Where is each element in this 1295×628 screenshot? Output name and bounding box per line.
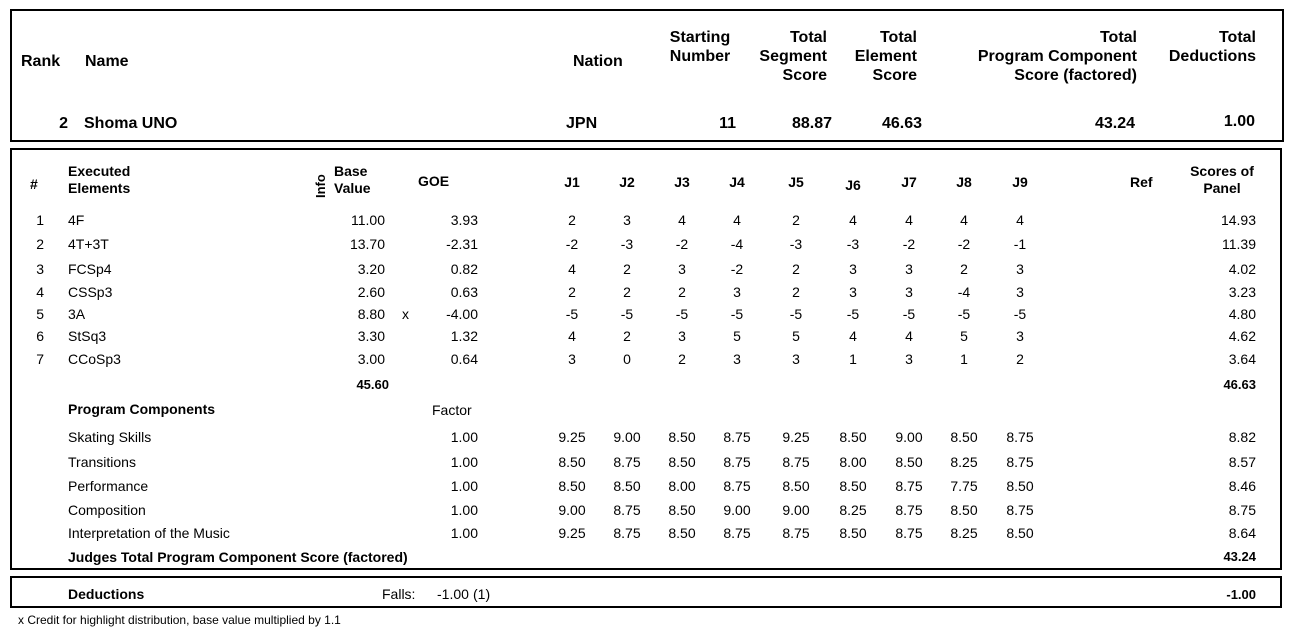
deductions-row-label: Deductions (68, 586, 145, 602)
component-judge-score: 8.50 (839, 429, 867, 445)
element-base-value: 11.00 (351, 212, 385, 228)
component-panel-score: 8.75 (1228, 502, 1256, 518)
judge-score: 3 (678, 328, 686, 344)
judge-score: 2 (623, 328, 631, 344)
judge-score: 4 (678, 212, 686, 228)
col-base-header: Base Value (334, 163, 371, 196)
element-goe: -2.31 (446, 236, 478, 252)
judge-score: 2 (623, 284, 631, 300)
pcs-label: Total Program Component Score (factored) (977, 29, 1137, 85)
component-judge-score: 8.50 (558, 454, 586, 470)
col-scores-header: Scores of Panel (1190, 163, 1254, 196)
element-info: x (402, 306, 409, 322)
component-judge-score: 9.00 (895, 429, 923, 445)
judge-score: 3 (849, 261, 857, 277)
col-ref-header: Ref (1130, 174, 1153, 190)
tes-label: Total Element Score (854, 29, 917, 85)
element-code: 3A (68, 306, 86, 322)
component-judge-score: 8.50 (668, 525, 696, 541)
judge-score: 1 (849, 351, 857, 367)
judge-score: -2 (730, 261, 744, 277)
element-num: 5 (36, 306, 44, 322)
component-judge-score: 8.50 (668, 429, 696, 445)
rank-value: 2 (59, 115, 68, 132)
element-goe: 3.93 (450, 212, 478, 228)
element-goe: 0.82 (450, 261, 478, 277)
judge-score: 2 (678, 284, 686, 300)
component-judge-score: 8.75 (723, 454, 751, 470)
judge-score: 4 (568, 328, 576, 344)
judge-score: -5 (957, 306, 971, 322)
component-judge-score: 8.75 (723, 478, 751, 494)
judge-score: 4 (1016, 212, 1024, 228)
judge-score: -5 (789, 306, 803, 322)
component-judge-score: 9.00 (613, 429, 641, 445)
judge-score: 2 (568, 284, 576, 300)
element-num: 3 (36, 261, 44, 277)
judge-score: 4 (905, 328, 913, 344)
name-label: Name (85, 53, 129, 70)
component-judge-score: 9.00 (558, 502, 586, 518)
judge-score: 2 (1016, 351, 1024, 367)
rank-label: Rank (21, 53, 61, 70)
judge-header-8: J8 (956, 174, 972, 190)
judge-score: 4 (905, 212, 913, 228)
component-judge-score: 8.50 (558, 478, 586, 494)
component-judge-score: 8.75 (723, 429, 751, 445)
component-judge-score: 8.50 (895, 454, 923, 470)
element-panel-score: 3.64 (1228, 351, 1256, 367)
score-total: 46.63 (1223, 377, 1256, 392)
judge-score: -3 (789, 236, 803, 252)
component-name: Composition (68, 502, 146, 518)
element-base-value: 2.60 (357, 284, 385, 300)
element-goe: 0.64 (450, 351, 478, 367)
col-num-header: # (30, 176, 38, 192)
judge-score: 2 (960, 261, 968, 277)
component-judge-score: 8.75 (895, 478, 923, 494)
component-judge-score: 9.00 (782, 502, 810, 518)
component-judge-score: 8.50 (1006, 525, 1034, 541)
component-judge-score: 8.75 (1006, 429, 1034, 445)
component-factor: 1.00 (450, 478, 478, 494)
component-judge-score: 8.50 (950, 502, 978, 518)
judge-score: 2 (568, 212, 576, 228)
judge-score: -5 (1013, 306, 1027, 322)
judge-score: -2 (675, 236, 689, 252)
judge-score: -3 (620, 236, 634, 252)
pcs-total-label: Judges Total Program Component Score (factored) (68, 549, 408, 565)
falls-value: -1.00 (437, 586, 469, 602)
component-panel-score: 8.46 (1228, 478, 1256, 494)
element-code: CCoSp3 (68, 351, 121, 367)
element-num: 4 (36, 284, 44, 300)
judge-score: 4 (733, 212, 741, 228)
judge-header-9: J9 (1012, 174, 1028, 190)
starting-number-value: 11 (719, 115, 736, 132)
judge-score: 5 (792, 328, 800, 344)
component-factor: 1.00 (450, 454, 478, 470)
component-judge-score: 8.50 (839, 525, 867, 541)
component-judge-score: 8.50 (839, 478, 867, 494)
judge-score: 2 (792, 261, 800, 277)
falls-count: (1) (473, 586, 491, 602)
judge-score: 4 (568, 261, 576, 277)
judge-header-5: J5 (788, 174, 804, 190)
judge-score: -2 (565, 236, 579, 252)
judge-score: -4 (730, 236, 744, 252)
factor-label: Factor (432, 402, 472, 418)
component-judge-score: 8.75 (1006, 454, 1034, 470)
element-num: 1 (36, 212, 44, 228)
component-name: Transitions (68, 454, 136, 470)
element-num: 2 (36, 236, 44, 252)
col-executed-header: Executed Elements (68, 163, 131, 196)
tss-value: 88.87 (791, 115, 832, 132)
deductions-total: -1.00 (1226, 587, 1256, 602)
component-judge-score: 8.25 (950, 525, 978, 541)
judge-score: 3 (905, 351, 913, 367)
judge-score: 3 (678, 261, 686, 277)
judge-score: -5 (620, 306, 634, 322)
component-judge-score: 8.75 (723, 525, 751, 541)
nation-value: JPN (566, 115, 598, 132)
judge-score: -5 (675, 306, 689, 322)
element-code: 4F (68, 212, 85, 228)
component-judge-score: 8.00 (839, 454, 867, 470)
component-judge-score: 9.25 (558, 429, 586, 445)
component-judge-score: 8.25 (950, 454, 978, 470)
judge-score: -5 (730, 306, 744, 322)
judge-score: -1 (1013, 236, 1027, 252)
element-panel-score: 4.02 (1228, 261, 1256, 277)
element-code: 4T+3T (68, 236, 109, 252)
base-total: 45.60 (356, 377, 389, 392)
component-judge-score: 9.25 (782, 429, 810, 445)
judge-score: 3 (1016, 328, 1024, 344)
judge-header-6: J6 (845, 177, 861, 193)
judge-score: 3 (792, 351, 800, 367)
component-judge-score: 8.50 (613, 478, 641, 494)
judge-score: 3 (623, 212, 631, 228)
deductions-panel (10, 576, 1282, 608)
skater-name: Shoma UNO (84, 115, 178, 132)
component-name: Interpretation of the Music (68, 525, 230, 541)
judge-score: 2 (623, 261, 631, 277)
judge-score: 3 (905, 284, 913, 300)
judge-score: 3 (1016, 261, 1024, 277)
judge-score: -4 (957, 284, 971, 300)
judge-header-1: J1 (564, 174, 580, 190)
element-panel-score: 11.39 (1222, 236, 1256, 252)
judge-header-2: J2 (619, 174, 635, 190)
element-panel-score: 3.23 (1228, 284, 1256, 300)
judge-header-4: J4 (729, 174, 745, 190)
judge-score: 2 (792, 284, 800, 300)
component-judge-score: 8.50 (782, 478, 810, 494)
element-panel-score: 4.62 (1228, 328, 1256, 344)
judge-score: -5 (902, 306, 916, 322)
judge-score: -5 (846, 306, 860, 322)
judge-header-7: J7 (901, 174, 917, 190)
element-goe: 0.63 (450, 284, 478, 300)
component-judge-score: 8.75 (782, 454, 810, 470)
element-panel-score: 14.93 (1220, 212, 1256, 228)
tes-value: 46.63 (881, 115, 922, 132)
components-title: Program Components (68, 401, 216, 417)
component-name: Performance (68, 478, 149, 494)
col-goe-header: GOE (418, 173, 450, 189)
component-panel-score: 8.82 (1228, 429, 1256, 445)
component-judge-score: 8.75 (895, 502, 923, 518)
judge-score: 3 (568, 351, 576, 367)
component-factor: 1.00 (450, 525, 478, 541)
judge-score: 3 (733, 284, 741, 300)
pcs-total-value: 43.24 (1223, 549, 1256, 564)
element-base-value: 13.70 (349, 236, 385, 252)
element-code: StSq3 (68, 328, 107, 344)
element-base-value: 3.30 (357, 328, 385, 344)
component-factor: 1.00 (450, 502, 478, 518)
component-judge-score: 8.75 (782, 525, 810, 541)
judge-score: 4 (960, 212, 968, 228)
judge-score: 3 (1016, 284, 1024, 300)
pcs-value: 43.24 (1094, 115, 1135, 132)
judge-score: -2 (902, 236, 916, 252)
judge-score: 4 (849, 328, 857, 344)
judge-score: 0 (623, 351, 631, 367)
component-judge-score: 8.75 (1006, 502, 1034, 518)
judge-score: -2 (957, 236, 971, 252)
component-factor: 1.00 (450, 429, 478, 445)
tss-label: Total Segment Score (759, 29, 827, 85)
component-judge-score: 8.50 (668, 502, 696, 518)
component-judge-score: 8.50 (668, 454, 696, 470)
element-panel-score: 4.80 (1228, 306, 1256, 322)
element-base-value: 8.80 (357, 306, 385, 322)
element-code: FCSp4 (68, 261, 112, 277)
nation-label: Nation (573, 53, 623, 70)
judge-score: 2 (678, 351, 686, 367)
component-judge-score: 9.00 (723, 502, 751, 518)
component-judge-score: 8.00 (668, 478, 696, 494)
element-num: 6 (36, 328, 44, 344)
element-num: 7 (36, 351, 44, 367)
component-judge-score: 8.50 (1006, 478, 1034, 494)
element-goe: -4.00 (446, 306, 478, 322)
judge-score: 4 (849, 212, 857, 228)
component-judge-score: 8.50 (950, 429, 978, 445)
element-base-value: 3.20 (357, 261, 385, 277)
element-goe: 1.32 (450, 328, 478, 344)
component-judge-score: 8.75 (613, 525, 641, 541)
component-judge-score: 7.75 (950, 478, 978, 494)
component-panel-score: 8.64 (1228, 525, 1256, 541)
element-base-value: 3.00 (357, 351, 385, 367)
component-panel-score: 8.57 (1228, 454, 1256, 470)
deductions-label: Total Deductions (1168, 29, 1256, 66)
falls-label: Falls: (382, 586, 416, 602)
judge-score: 1 (960, 351, 968, 367)
judge-score: 3 (849, 284, 857, 300)
component-judge-score: 9.25 (558, 525, 586, 541)
judge-score: 3 (905, 261, 913, 277)
component-name: Skating Skills (68, 429, 152, 445)
judge-header-3: J3 (674, 174, 690, 190)
judge-score: -3 (846, 236, 860, 252)
deductions-value: 1.00 (1223, 113, 1255, 130)
component-judge-score: 8.75 (895, 525, 923, 541)
footnote: x Credit for highlight distribution, base value multiplied by 1.1 (18, 613, 341, 627)
element-code: CSSp3 (68, 284, 113, 300)
component-judge-score: 8.75 (613, 454, 641, 470)
starting-number-label: Starting Number (669, 29, 731, 66)
judge-score: 3 (733, 351, 741, 367)
col-info-header: Info (313, 174, 328, 198)
judge-score: 5 (960, 328, 968, 344)
component-judge-score: 8.75 (613, 502, 641, 518)
judge-score: 5 (733, 328, 741, 344)
judge-score: 2 (792, 212, 800, 228)
component-judge-score: 8.25 (839, 502, 867, 518)
judge-score: -5 (565, 306, 579, 322)
